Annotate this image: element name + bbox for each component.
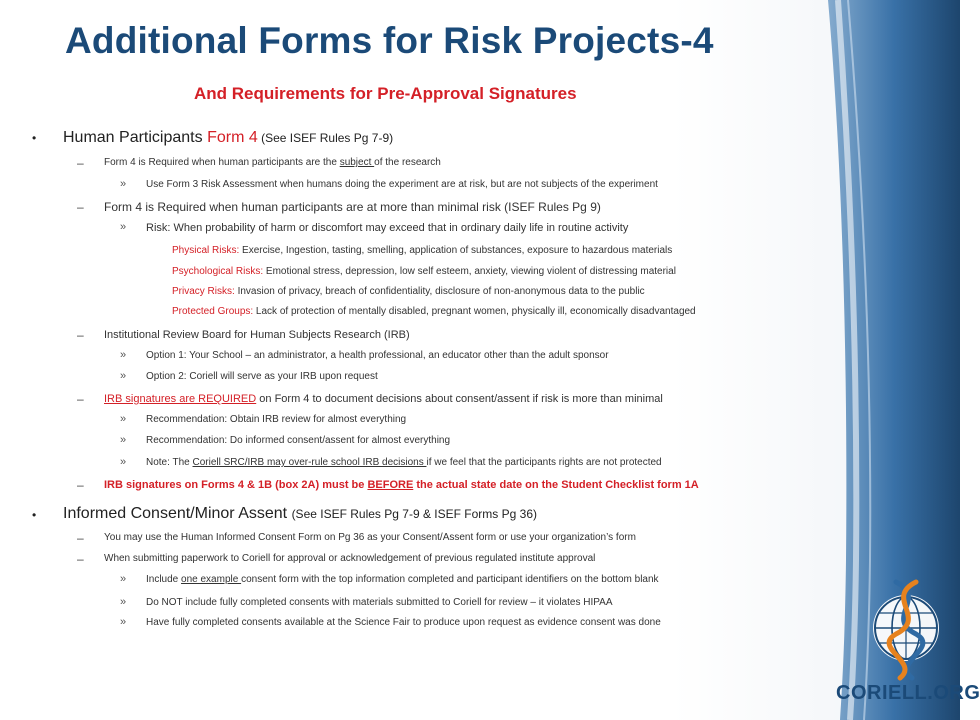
chevron-glyph: » [120, 616, 127, 628]
slide-title: Additional Forms for Risk Projects-4 [65, 20, 714, 61]
include-example-consent-item: Include one example consent form with the top information completed and participant identifiers on the bottom blank [146, 574, 659, 585]
form3-note-item: Use Form 3 Risk Assessment when humans doing the experiment are at risk, but are not subjects of the experiment [146, 179, 658, 190]
chevron-glyph: » [120, 573, 127, 585]
irb-signatures-required-item: IRB signatures are REQUIRED on Form 4 to document decisions about consent/assent if risk is more than minimal [104, 393, 663, 405]
chevron-glyph: » [120, 349, 127, 361]
bullet-glyph: • [32, 131, 37, 145]
recommendation-irb-item: Recommendation: Obtain IRB review for almost everything [146, 414, 407, 425]
risk-physical-item: Physical Risks: Exercise, Ingestion, tasting, smelling, application of substances, exposure to hazardous materials [172, 245, 673, 256]
chevron-glyph: » [120, 370, 127, 382]
irb-option2-item: Option 2: Coriell will serve as your IRB upon request [146, 371, 378, 382]
chevron-glyph: » [120, 221, 127, 233]
dash-glyph: – [77, 552, 84, 566]
submitting-paperwork-item: When submitting paperwork to Coriell for approval or acknowledgement of previous regulated institute approval [104, 553, 596, 564]
risk-privacy-item: Privacy Risks: Invasion of privacy, breach of confidentiality, disclosure of non-anonymous data to the public [172, 286, 645, 297]
recommendation-consent-item: Recommendation: Do informed consent/assent for almost everything [146, 435, 451, 446]
dash-glyph: – [77, 328, 84, 342]
risk-protected-groups-item: Protected Groups: Lack of protection of mentally disabled, pregnant women, physically ill, economically disadvantaged [172, 306, 696, 317]
risk-definition-item: Risk: When probability of harm or discomfort may exceed that in ordinary daily life in routine activity [146, 222, 629, 234]
chevron-glyph: » [120, 413, 127, 425]
coriell-overrule-note-item: Note: The Coriell SRC/IRB may over-rule school IRB decisions if we feel that the participants rights are not protected [146, 457, 662, 468]
irb-option1-item: Option 1: Your School – an administrator, a health professional, an educator other than the adult sponsor [146, 350, 609, 361]
dash-glyph: – [77, 200, 84, 214]
dash-glyph: – [77, 156, 84, 170]
risk-psychological-item: Psychological Risks: Emotional stress, depression, low self esteem, anxiety, viewing violent of distressing material [172, 266, 676, 277]
dash-glyph: – [77, 531, 84, 545]
section-informed-consent-heading: Informed Consent/Minor Assent (See ISEF Rules Pg 7-9 & ISEF Forms Pg 36) [63, 505, 537, 522]
chevron-glyph: » [120, 596, 127, 608]
chevron-glyph: » [120, 434, 127, 446]
hipaa-warning-item: Do NOT include fully completed consents with materials submitted to Coriell for review – it violates HIPAA [146, 597, 613, 608]
chevron-glyph: » [120, 456, 127, 468]
section-human-participants-heading: Human Participants Form 4 (See ISEF Rules Pg 7-9) [63, 129, 394, 146]
bullet-glyph: • [32, 508, 37, 522]
consents-at-fair-item: Have fully completed consents available at the Science Fair to produce upon request as evidence consent was done [146, 617, 661, 628]
dash-glyph: – [77, 392, 84, 406]
coriell-logo-text: CORIELL.ORG [836, 682, 980, 704]
form4-minimal-risk-item: Form 4 is Required when human participants are at more than minimal risk (ISEF Rules Pg 9) [104, 200, 601, 214]
irb-signatures-before-item: IRB signatures on Forms 4 & 1B (box 2A) must be BEFORE the actual state date on the Student Checklist form 1A [104, 479, 699, 491]
irb-heading-item: Institutional Review Board for Human Subjects Research (IRB) [104, 329, 410, 341]
chevron-glyph: » [120, 178, 127, 190]
dash-glyph: – [77, 478, 84, 492]
slide-subtitle: And Requirements for Pre-Approval Signatures [194, 84, 577, 103]
consent-form-option-item: You may use the Human Informed Consent Form on Pg 36 as your Consent/Assent form or use your organization’s form [104, 532, 636, 543]
form4-subject-item: Form 4 is Required when human participants are the subject of the research [104, 157, 441, 168]
